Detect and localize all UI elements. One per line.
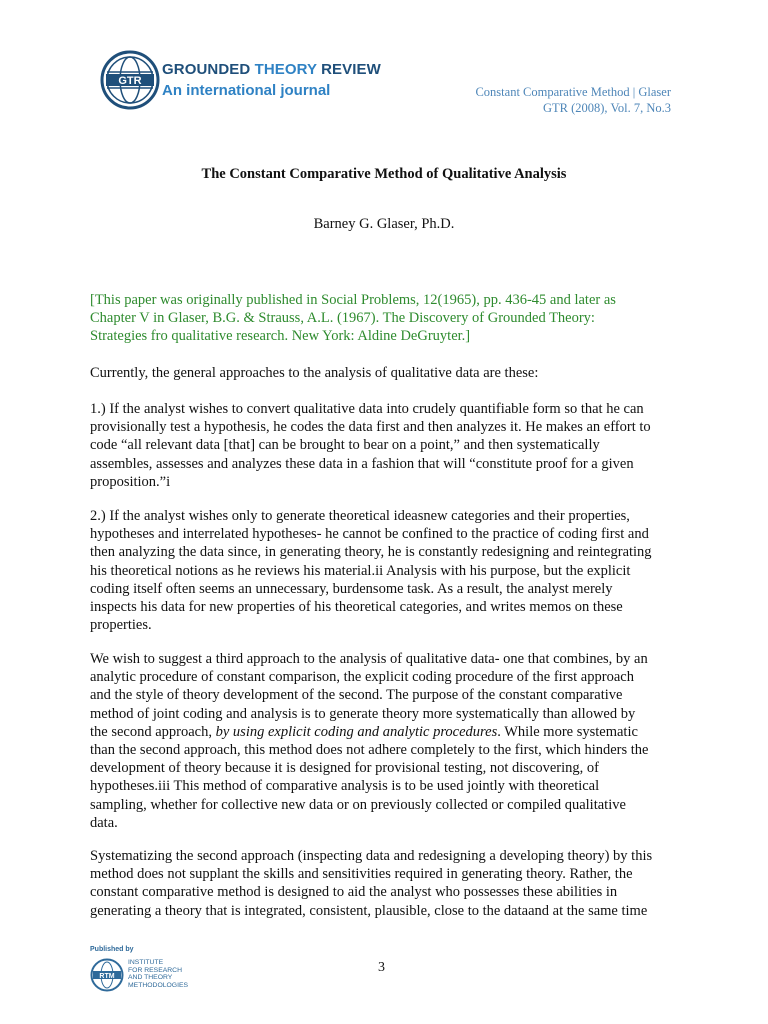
publication-note (90, 291, 680, 346)
paragraph-line: 2.) If the analyst wishes only to generate theoretical ideasnew categories and their properties, (90, 508, 630, 524)
paragraph-line: method does not supplant the skills and sensitivities required in generating theory. Rather, the (90, 866, 633, 883)
institute-line: INSTITUTE (128, 959, 164, 966)
paragraph-line: development of theory because it is designed for provisional testing, not discovering, of (90, 760, 599, 777)
running-header (475, 84, 671, 116)
paragraph-line: then analyzing the data since, in generating theory, he is constantly redesigning and reintegrating (90, 544, 652, 561)
journal-name-part-2: THEORY (254, 61, 317, 78)
journal-name-part-1: GROUNDED (162, 61, 255, 78)
note-line: [This paper was originally published in Social Problems, 12(1965), pp. 436-45 and later as (90, 292, 616, 308)
paragraph-line: sampling, whether for collective new data or on previously collected or compiled qualitative (90, 796, 626, 813)
globe-logo-icon (100, 50, 160, 110)
paragraph-line: generating a theory that is integrated, consistent, plausible, close to the dataand at the same time (90, 902, 648, 919)
citation: GTR (2008), Vol. 7, No.3 (542, 101, 671, 115)
institute-name (128, 959, 188, 989)
intro-paragraph (90, 364, 680, 382)
paragraph-line: We wish to suggest a third approach to the analysis of qualitative data- one that combines, by an (90, 651, 648, 667)
rtm-globe-icon (90, 958, 124, 992)
paragraph-line: code “all relevant data [that] can be brought to bear on a point,” and then systematically (90, 437, 600, 454)
paragraph-line: constant comparative method is designed to aid the analyst who possesses these abilities in (90, 884, 618, 901)
paragraph-line: Systematizing the second approach (inspecting data and redesigning a developing theory) by this (90, 848, 653, 864)
italic-emphasis: by using explicit coding and analytic procedures (215, 723, 498, 740)
article-title: The Constant Comparative Method of Qualitative Analysis (201, 166, 567, 182)
paragraph-line: hypotheses and interrelated hypotheses- he cannot be confined to the practice of coding first and (90, 526, 649, 543)
intro-line: Currently, the general approaches to the analysis of qualitative data are these: (90, 365, 539, 381)
text-run: . While more systematic (497, 723, 638, 740)
paragraph-line: provisionally test a hypothesis, he codes the data first and then analyzes it. He makes an effort to (90, 419, 651, 436)
paragraph-line: proposition.”i (90, 473, 171, 490)
paragraph-line-mixed (90, 723, 680, 741)
svg-text:GTR: GTR (118, 75, 142, 87)
svg-text:RTM: RTM (99, 972, 115, 980)
paragraph-line: inspects his data for new properties of his theoretical categories, and writes memos on these (90, 599, 623, 616)
paragraph-line: assembles, assesses and analyzes these data in a fashion that will “constitute proof for a given (90, 455, 634, 472)
institute-line: AND THEORY (128, 974, 173, 982)
institute-line: METHODOLOGIES (128, 981, 189, 989)
article-author: Barney G. Glaser, Ph.D. (313, 216, 455, 232)
paragraph-line: 1.) If the analyst wishes to convert qualitative data into crudely quantifiable form so that he can (90, 401, 644, 417)
paragraph-2 (90, 507, 680, 634)
paragraph-4 (90, 847, 680, 920)
note-line: Strategies fro qualitative research. New York: Aldine DeGruyter.] (90, 328, 471, 345)
journal-name (162, 61, 381, 78)
journal-logo (100, 50, 400, 112)
paragraph-line: analytic procedure of constant comparison, the explicit coding procedure of the first approach (90, 669, 634, 686)
paragraph-line: hypotheses.iii This method of comparative analysis is to be used jointly with theoretical (90, 778, 600, 795)
note-line: Chapter V in Glaser, B.G. & Strauss, A.L. (1967). The Discovery of Grounded Theory: (90, 310, 595, 327)
paragraph-3 (90, 650, 680, 832)
institute-line: FOR RESEARCH (128, 966, 183, 974)
paragraph-1 (90, 400, 680, 491)
paragraph-line: and the style of theory development of the second. The purpose of the constant comparative (90, 687, 623, 704)
journal-tagline: An international journal (162, 82, 331, 99)
paragraph-line: method of joint coding and analysis is to generate theory more systematically than allowed by (90, 705, 636, 722)
journal-name-part-3: REVIEW (316, 61, 381, 78)
published-by-label: Published by (90, 946, 134, 953)
running-title: Constant Comparative Method | Glaser (475, 85, 671, 99)
paragraph-line: his theoretical notions as he reviews his material.ii Analysis with his purpose, but the explicit (90, 562, 631, 579)
paragraph-line: properties. (90, 617, 152, 634)
paragraph-line: data. (90, 814, 118, 831)
page-number: 3 (378, 960, 385, 975)
text-run: the second approach, (90, 723, 216, 740)
paragraph-line: coding itself often seems an unnecessary, burdensome task. As a result, the analyst merely (90, 580, 613, 597)
paragraph-line: than the second approach, this method does not adhere completely to the first, which hinders the (90, 742, 649, 759)
publisher-logo (90, 946, 230, 998)
